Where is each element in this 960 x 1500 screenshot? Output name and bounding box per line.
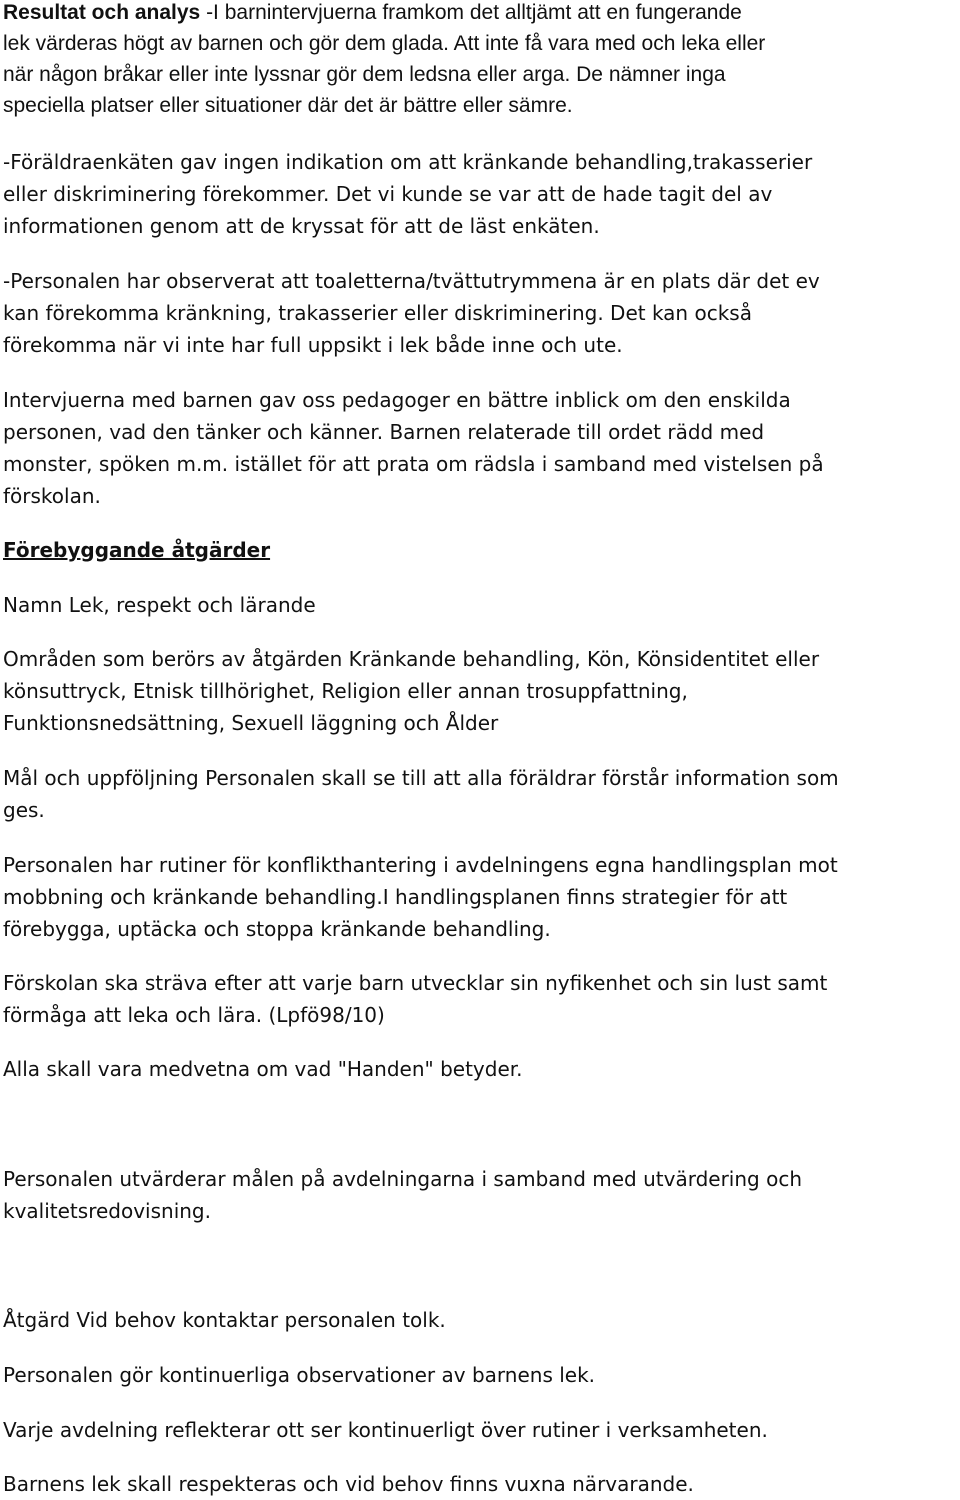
routines-paragraph <box>3 849 838 945</box>
paragraph-line: förekomma när vi inte har full uppsikt i lek både inne och ute. <box>3 333 623 357</box>
paragraph-line: ges. <box>3 798 45 822</box>
paragraph-line: kvalitetsredovisning. <box>3 1199 211 1223</box>
paragraph-line: Förskolan ska sträva efter att varje barn utvecklar sin nyfikenhet och sin lust samt <box>3 971 828 995</box>
paragraph-line: Barnens lek skall respekteras och vid behov finns vuxna närvarande. <box>3 1472 694 1496</box>
interviews-paragraph <box>3 384 824 512</box>
paragraph-line: förskolan. <box>3 484 101 508</box>
staff-observation-paragraph <box>3 265 820 361</box>
paragraph-line: -Personalen har observerat att toaletterna/tvättutrymmena är en plats där det ev <box>3 269 820 293</box>
paragraph-line: speciella platser eller situationer där det är bättre eller sämre. <box>3 94 573 117</box>
affected-areas-paragraph <box>3 643 819 739</box>
paragraph-line: förmåga att leka och lära. (Lpfö98/10) <box>3 1003 385 1027</box>
result-analysis-paragraph <box>3 0 765 121</box>
paragraph-line: lek värderas högt av barnen och gör dem glada. Att inte få vara med och leka eller <box>3 32 766 55</box>
paragraph-line: Mål och uppföljning Personalen skall se till att alla föräldrar förstår information som <box>3 766 839 790</box>
paragraph-line: Namn Lek, respekt och lärande <box>3 593 316 617</box>
paragraph-line: könsuttryck, Etnisk tillhörighet, Religion eller annan trosuppfattning, <box>3 679 688 703</box>
paragraph-line: Varje avdelning reflekterar ott ser kontinuerligt över rutiner i verksamheten. <box>3 1418 768 1442</box>
paragraph-line: förebygga, uptäcka och stoppa kränkande behandling. <box>3 917 551 941</box>
interpreter-paragraph <box>3 1304 446 1336</box>
paragraph-line: Funktionsnedsättning, Sexuell läggning och Ålder <box>3 711 499 735</box>
paragraph-line: personen, vad den tänker och känner. Barnen relaterade till ordet rädd med <box>3 420 765 444</box>
play-respect-paragraph <box>3 1468 694 1500</box>
parent-survey-paragraph <box>3 146 812 242</box>
paragraph-line: Alla skall vara medvetna om vad "Handen" betyder. <box>3 1057 523 1081</box>
paragraph-line: informationen genom att de kryssat för att de läst enkäten. <box>3 214 600 238</box>
paragraph-line: Resultat och analys -I barnintervjuerna framkom det alltjämt att en fungerande <box>3 1 742 24</box>
reflection-paragraph <box>3 1414 768 1446</box>
evaluation-paragraph <box>3 1163 802 1227</box>
prevention-heading: Förebyggande åtgärder <box>3 538 271 562</box>
hand-paragraph <box>3 1053 523 1085</box>
paragraph-line: mobbning och kränkande behandling.I handlingsplanen finns strategier för att <box>3 885 788 909</box>
curriculum-paragraph <box>3 967 827 1031</box>
paragraph-line: Områden som berörs av åtgärden Kränkande behandling, Kön, Könsidentitet eller <box>3 647 820 671</box>
paragraph-line: kan förekomma kränkning, trakasserier eller diskriminering. Det kan också <box>3 301 752 325</box>
paragraph-line: eller diskriminering förekommer. Det vi kunde se var att de hade tagit del av <box>3 182 773 206</box>
paragraph-line: när någon bråkar eller inte lyssnar gör dem ledsna eller arga. De nämner inga <box>3 63 726 86</box>
measure-name-paragraph <box>3 589 316 621</box>
paragraph-line: monster, spöken m.m. istället för att prata om rädsla i samband med vistelsen på <box>3 452 824 476</box>
goal-followup-paragraph <box>3 762 839 826</box>
paragraph-line: Intervjuerna med barnen gav oss pedagoger en bättre inblick om den enskilda <box>3 388 791 412</box>
paragraph-line: -Föräldraenkäten gav ingen indikation om att kränkande behandling,trakasserier <box>3 150 813 174</box>
paragraph-line: Personalen har rutiner för konflikthantering i avdelningens egna handlingsplan mot <box>3 853 838 877</box>
paragraph-line: Åtgärd Vid behov kontaktar personalen tolk. <box>3 1308 446 1332</box>
result-analysis-heading: Resultat och analys <box>3 1 201 24</box>
paragraph-line: Personalen gör kontinuerliga observationer av barnens lek. <box>3 1363 596 1387</box>
observations-paragraph <box>3 1359 595 1391</box>
paragraph-line: Personalen utvärderar målen på avdelningarna i samband med utvärdering och <box>3 1167 802 1191</box>
